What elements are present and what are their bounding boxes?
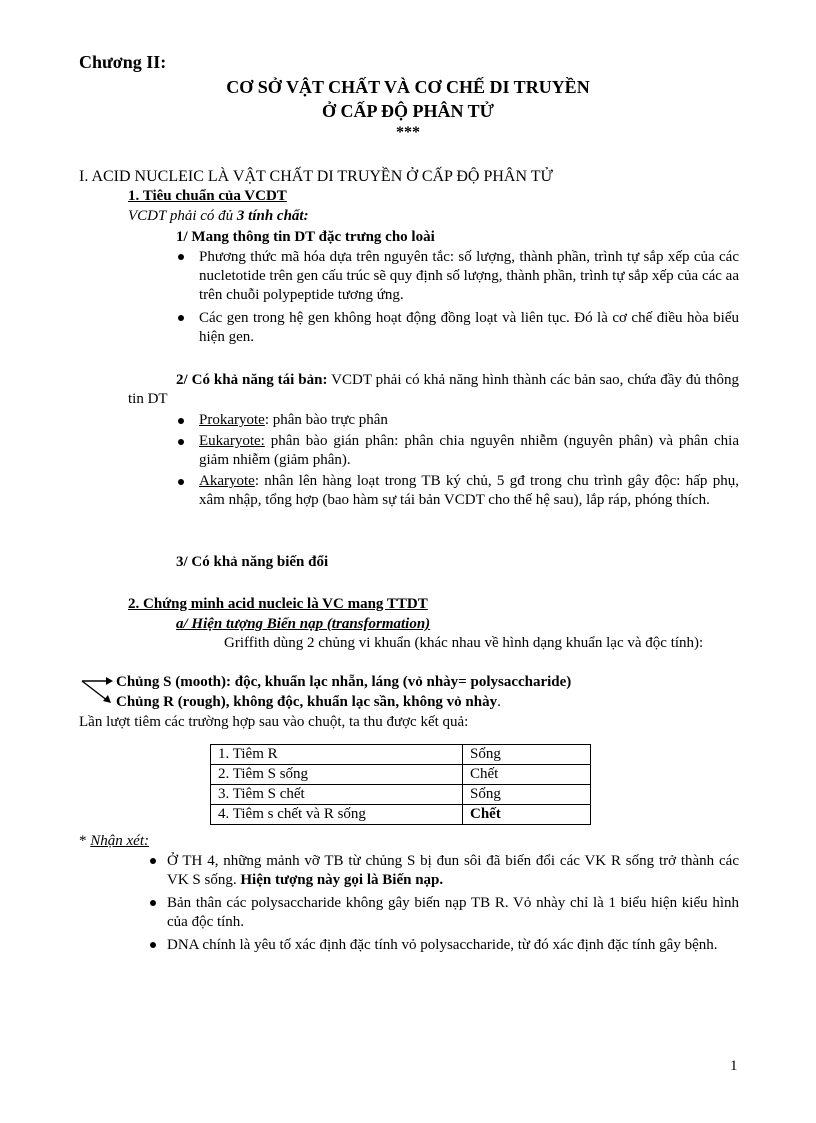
bullet-dot xyxy=(178,418,184,424)
chapter-label: Chương II: xyxy=(79,52,167,72)
table-cell-result: Chết xyxy=(463,765,591,785)
title-line-2: Ở CẤP ĐỘ PHÂN TỬ xyxy=(321,101,494,121)
remark-1-bold: Hiện tượng này gọi là Biến nạp. xyxy=(240,872,444,888)
bullet-dot xyxy=(178,315,184,321)
bullet-dot xyxy=(178,254,184,260)
bullet-dot xyxy=(178,439,184,445)
subsection-2-heading xyxy=(128,595,428,614)
remarks-title: Nhận xét: xyxy=(90,833,149,849)
strain-r-line xyxy=(116,693,501,712)
transformation-title: a/ Hiện tượng Biến nạp (transformation) xyxy=(176,616,431,632)
strain-r: Chủng R (rough), không độc, khuẩn lạc sần, không vỏ nhày xyxy=(116,694,498,710)
akaryote-text: : nhân lên hàng loạt trong TB ký chủ, 5 gđ trong chu trình gây độc: hấp phụ, xâm nhập, tổng hợp (bao hàm sự tái bản VCDT cho thế hệ sau), lắp ráp, phóng thích. xyxy=(199,473,739,508)
page-number: 1 xyxy=(730,1058,738,1074)
remarks-label xyxy=(79,832,149,851)
section-1-heading: I. ACID NUCLEIC LÀ VẬT CHẤT DI TRUYỀN Ở CẤP ĐỘ PHÂN TỬ xyxy=(79,168,553,185)
bullet-dot xyxy=(178,479,184,485)
table-cell-case: 4. Tiêm s chết và R sống xyxy=(211,805,463,825)
akaryote-term: Akaryote xyxy=(199,473,255,489)
property-3-heading: 3/ Có khả năng biến đổi xyxy=(176,554,329,570)
table-row xyxy=(211,745,591,765)
property-1-bullet-2: Các gen trong hệ gen không hoạt động đồng loạt và liên tục. Đó là cơ chế điều hòa biểu hiện gen. xyxy=(199,310,739,345)
prokaryote-term: Prokaryote xyxy=(199,412,265,428)
property-1-bullet-1: Phương thức mã hóa dựa trên nguyên tắc: số lượng, thành phần, trình tự sắp xếp của các nucletotide trên gen cấu trúc sẽ quy định số lượng, thành phần, trình tự sắp xếp của các aa trên chuỗi polypeptide tương ứng. xyxy=(199,249,739,303)
prokaryote-item xyxy=(199,411,388,430)
remark-1-text: Ở TH 4, những mảnh vỡ TB từ chủng S bị đun sôi đã biến đổi các VK R sống trở thành các VK S sống. xyxy=(167,853,739,888)
property-1-heading: 1/ Mang thông tin DT đặc trưng cho loài xyxy=(176,229,435,245)
branch-arrows-icon xyxy=(80,672,114,708)
remark-1 xyxy=(167,852,739,890)
bullet-dot xyxy=(150,942,156,948)
table-cell-case: 3. Tiêm S chết xyxy=(211,785,463,805)
property-2-heading: 2/ Có khả năng tái bản: xyxy=(176,372,328,388)
title-stars: *** xyxy=(396,124,420,141)
property-2-paragraph xyxy=(128,371,739,409)
remark-3: DNA chính là yêu tố xác định đặc tính vỏ polysaccharide, từ đó xác định đặc tính gây bệnh. xyxy=(167,937,718,953)
subsection-2-title: 2. Chứng minh acid nucleic là VC mang TTDT xyxy=(128,596,428,612)
griffith-paragraph: Griffith dùng 2 chủng vi khuẩn (khác nhau về hình dạng khuẩn lạc và độc tính): xyxy=(224,635,704,651)
subsection-1-heading: 1. Tiêu chuẩn của VCDT xyxy=(128,188,287,204)
criteria-intro-bold: 3 tính chất: xyxy=(236,208,309,224)
title-line-1: CƠ SỞ VẬT CHẤT VÀ CƠ CHẾ DI TRUYỀN xyxy=(226,77,590,97)
akaryote-item xyxy=(199,472,739,510)
table-row xyxy=(211,805,591,825)
criteria-intro xyxy=(128,207,309,226)
prokaryote-text: : phân bào trực phân xyxy=(264,412,388,428)
table-row xyxy=(211,765,591,785)
results-table xyxy=(210,744,591,825)
table-cell-result: Chết xyxy=(463,805,591,825)
eukaryote-text: phân bào gián phân: phân chia nguyên nhiễm (nguyên phân) và phân chia giảm nhiễm (giảm phân). xyxy=(199,433,739,468)
table-cell-case: 2. Tiêm S sống xyxy=(211,765,463,785)
injection-intro: Lần lượt tiêm các trường hợp sau vào chuột, ta thu được kết quả: xyxy=(79,714,469,730)
transformation-heading xyxy=(176,615,430,634)
criteria-intro-text: VCDT phải có đủ xyxy=(128,208,237,224)
remark-2: Bản thân các polysaccharide không gây biến nạp TB R. Vỏ nhày chỉ là 1 biểu hiện kiểu hình của độc tính. xyxy=(167,895,739,930)
eukaryote-term: Eukaryote: xyxy=(199,433,265,449)
table-row xyxy=(211,785,591,805)
remarks-star: * xyxy=(79,833,91,849)
strain-s: Chủng S (mooth): độc, khuẩn lạc nhẵn, láng (vỏ nhày= polysaccharide) xyxy=(116,674,572,690)
table-cell-case: 1. Tiêm R xyxy=(211,745,463,765)
table-cell-result: Sống xyxy=(463,785,591,805)
bullet-dot xyxy=(150,858,156,864)
bullet-dot xyxy=(150,900,156,906)
property-2-text: VCDT phải có khả năng hình thành các bản sao, chứa đầy đủ thông tin DT xyxy=(128,372,739,407)
strain-r-end: . xyxy=(497,694,501,710)
eukaryote-item xyxy=(199,432,739,470)
table-cell-result: Sống xyxy=(463,745,591,765)
